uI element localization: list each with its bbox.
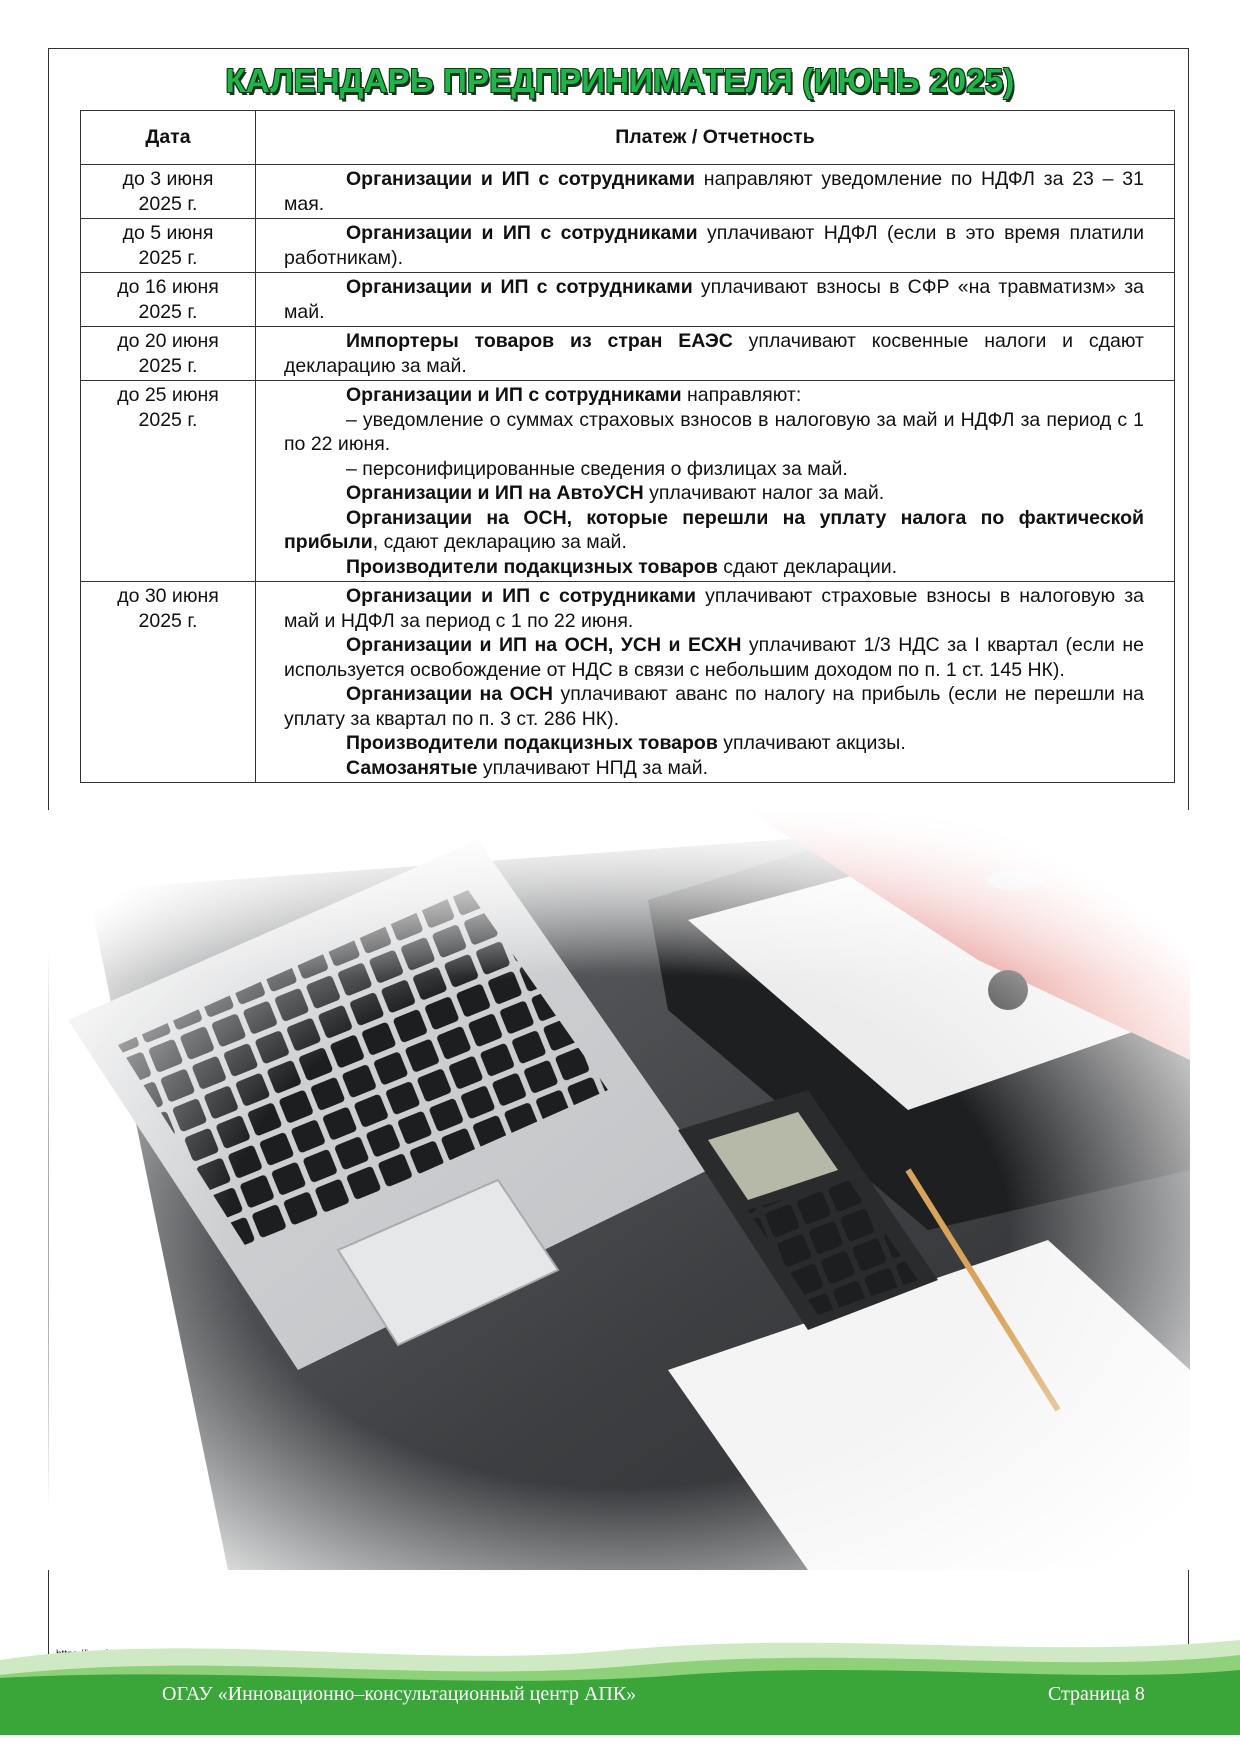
taxpayer-category: Импортеры товаров из стран ЕАЭС — [346, 330, 733, 352]
header-date: Дата — [81, 111, 256, 165]
date-year: 2025 г. — [138, 354, 198, 377]
taxpayer-category: Организации на ОСН, которые перешли на уплату налога по фактической прибыли — [284, 506, 1144, 553]
obligation-paragraph — [284, 167, 1144, 216]
footer-page-number: Страница 8 — [1048, 1683, 1145, 1705]
obligation-text: уплачивают взносы в СФР «на травматизм» за май. — [284, 276, 1144, 323]
obligation-text: уплачивают косвенные налоги и сдают декларацию за май. — [284, 330, 1144, 377]
row-date — [81, 582, 256, 783]
date-year: 2025 г. — [138, 408, 198, 431]
table-row — [81, 582, 1175, 783]
row-content — [256, 381, 1175, 582]
obligation-paragraph — [284, 329, 1144, 378]
obligation-paragraph — [284, 633, 1144, 682]
row-content — [256, 327, 1175, 381]
header-content: Платеж / Отчетность — [256, 111, 1175, 165]
date-year: 2025 г. — [138, 246, 198, 269]
date-line: до 16 июня — [117, 276, 219, 298]
obligation-text: уплачивают страховые взносы в налоговую за май и НДФЛ за период с 1 по 22 июня. — [284, 585, 1144, 632]
taxpayer-category: Организации и ИП с сотрудниками — [346, 585, 697, 607]
obligation-text: уплачивают налог за май. — [643, 482, 885, 504]
taxpayer-category: Производители подакцизных товаров — [346, 732, 718, 754]
row-content — [256, 273, 1175, 327]
obligation-paragraph — [284, 506, 1144, 555]
date-line: до 20 июня — [117, 330, 219, 352]
obligation-text: – персонифицированные сведения о физлицах за май. — [346, 457, 848, 480]
obligation-paragraph — [284, 756, 1144, 781]
row-content — [256, 165, 1175, 219]
table-row — [81, 273, 1175, 327]
taxpayer-category: Производители подакцизных товаров — [346, 555, 718, 578]
obligation-text: направляют: — [681, 384, 802, 406]
table-row — [81, 219, 1175, 273]
taxpayer-category: Организации и ИП с сотрудниками — [346, 222, 698, 244]
obligation-paragraph — [284, 457, 1144, 482]
taxpayer-category: Организации и ИП на АвтоУСН — [346, 482, 644, 504]
obligation-paragraph — [284, 275, 1144, 324]
obligation-text: уплачивают аванс по налогу на прибыль (если не перешли на уплату за квартал по п. 3 ст. 286 НК). — [284, 683, 1144, 730]
row-content — [256, 582, 1175, 783]
date-line: до 5 июня — [122, 222, 214, 244]
date-year: 2025 г. — [138, 192, 198, 215]
taxpayer-category: Самозанятые — [346, 756, 478, 779]
obligation-text: направляют уведомление по НДФЛ за 23 – 31 мая. — [284, 168, 1144, 215]
taxpayer-category: Организации на ОСН — [346, 683, 553, 705]
obligation-paragraph — [284, 408, 1144, 457]
obligation-paragraph — [284, 383, 1144, 408]
table-row — [81, 327, 1175, 381]
obligation-text: , сдают декларацию за май. — [372, 531, 627, 553]
taxpayer-category: Организации и ИП с сотрудниками — [346, 276, 693, 298]
obligation-paragraph — [284, 221, 1144, 270]
row-date — [81, 273, 256, 327]
row-date — [81, 165, 256, 219]
footer-organization: ОГАУ «Инновационно–консультационный центр АПК» — [162, 1683, 637, 1705]
taxpayer-category: Организации и ИП с сотрудниками — [346, 168, 696, 190]
obligation-text: уплачивают акцизы. — [717, 732, 906, 754]
table-row — [81, 381, 1175, 582]
row-date — [81, 327, 256, 381]
obligation-paragraph — [284, 584, 1144, 633]
obligation-text: сдают декларации. — [717, 555, 898, 578]
obligation-paragraph — [284, 481, 1144, 506]
obligation-paragraph — [284, 731, 1144, 756]
obligation-text: уплачивают НДФЛ (если в это время платили работникам). — [284, 222, 1144, 269]
page-title: КАЛЕНДАРЬ ПРЕДПРИНИМАТЕЛЯ (ИЮНЬ 2025) — [225, 62, 1015, 99]
laptop-calculator-photo — [48, 810, 1190, 1570]
calendar-table — [80, 110, 1175, 783]
date-line: до 3 июня — [122, 168, 214, 190]
obligation-text: уплачивают НПД за май. — [477, 756, 709, 779]
taxpayer-category: Организации и ИП с сотрудниками — [346, 384, 682, 406]
table-row — [81, 165, 1175, 219]
table-header-row — [81, 111, 1175, 165]
obligation-text: уплачивают 1/3 НДС за I квартал (если не используется освобождение от НДС в связи с небольшим доходом по п. 1 ст. 145 НК). — [284, 634, 1144, 681]
taxpayer-category: Организации и ИП на ОСН, УСН и ЕСХН — [346, 634, 742, 656]
date-line: до 25 июня — [117, 384, 219, 406]
obligation-paragraph — [284, 555, 1144, 580]
date-line: до 30 июня — [117, 585, 219, 607]
date-year: 2025 г. — [138, 609, 198, 632]
row-content — [256, 219, 1175, 273]
row-date — [81, 219, 256, 273]
row-date — [81, 381, 256, 582]
date-year: 2025 г. — [138, 300, 198, 323]
obligation-text: – уведомление о суммах страховых взносов в налоговую за май и НДФЛ за период с 1 по 22 июня. — [284, 408, 1144, 455]
obligation-paragraph — [284, 682, 1144, 731]
